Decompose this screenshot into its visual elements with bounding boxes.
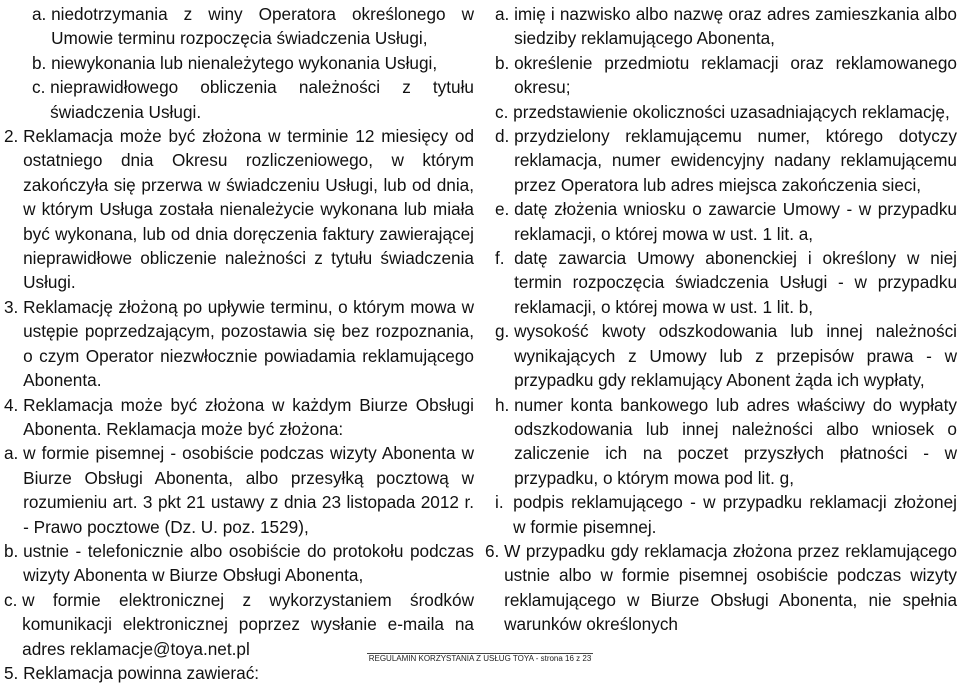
list-text: w formie elektronicznej z wykorzystaniem środków komunikacji elektronicznej poprzez wysłanie e-maila na adres reklamacje@toya.net.pl [22, 589, 474, 659]
right-column [485, 2, 957, 637]
paragraph-number: 2. [4, 126, 24, 147]
list-marker: b. [495, 52, 515, 73]
list-text: przydzielony reklamującemu numer, którego dotyczy reklamacja, numer ewidencyjny nadany reklamującemu przez Operatora lub adres miejsca zakończenia sieci, [514, 126, 957, 195]
list-text: w formie pisemnej - osobiście podczas wizyty Abonenta w Biurze Obsługi Abonenta, albo przesyłką pocztową w rozumieniu art. 3 pkt 21 ustawy z dnia 23 listopada 2012 r. - Prawo pocztowe (Dz. U. poz. 1529), [23, 443, 474, 537]
paragraph-6 [485, 539, 957, 637]
list-text: ustnie - telefonicznie albo osobiście do protokołu podczas wizyty Abonenta w Biurze Obsługi Abonenta, [23, 540, 474, 586]
list-item [495, 319, 957, 392]
list-text: wysokość kwoty odszkodowania lub innej należności wynikających z Umowy lub z przepisów prawa - w przypadku gdy reklamujący Abonent żąda ich wypłaty, [514, 321, 957, 391]
paragraph-2 [4, 124, 474, 295]
left-column [4, 2, 474, 685]
list-item [4, 539, 474, 588]
paragraph-number: 3. [4, 296, 24, 317]
list-marker: c. [4, 589, 23, 610]
list-item [32, 2, 474, 51]
list-item [495, 100, 957, 124]
list-item [32, 51, 474, 75]
list-item [495, 51, 957, 100]
list-marker: g. [495, 321, 515, 342]
paragraph-number: 5. [4, 662, 24, 683]
list-marker: d. [495, 126, 515, 147]
list-item [4, 588, 474, 661]
list-item [495, 197, 957, 246]
list-item [495, 490, 957, 539]
paragraph-text: W przypadku gdy reklamacja złożona przez reklamującego ustnie albo w formie pisemnej osobiście podczas wizyty reklamującego w Biurze Obsługi Abonenta, nie spełnia warunków określonych [504, 540, 957, 635]
list-text: datę zawarcia Umowy abonenckiej i określony w niej termin rozpoczęcia świadczenia Usługi - w przypadku reklamacji, o której mowa w ust. 1 lit. b, [514, 248, 957, 317]
list-text: podpis reklamującego - w przypadku reklamacji złożonej w formie pisemnej. [513, 492, 957, 537]
footer-text: REGULAMIN KORZYSTANIA Z USŁUG TOYA - strona 16 z 23 [368, 654, 592, 663]
list-marker: e. [495, 199, 515, 220]
list-item [32, 75, 474, 124]
list-marker: h. [495, 394, 515, 415]
list-text: określenie przedmiotu reklamacji oraz reklamowanego okresu; [514, 52, 957, 98]
list-text: niewykonania lub nienależytego wykonania Usługi, [51, 52, 438, 73]
list-text: niedotrzymania z winy Operatora określonego w Umowie terminu rozpoczęcia świadczenia Usługi, [51, 4, 474, 49]
list-text: imię i nazwisko albo nazwę oraz adres zamieszkania albo siedziby reklamującego Abonenta, [514, 4, 957, 49]
list-marker: b. [32, 52, 52, 73]
paragraph-text: Reklamacja może być złożona w każdym Biurze Obsługi Abonenta. Reklamacja może być złożona: [23, 394, 474, 439]
paragraph-4 [4, 393, 474, 442]
paragraph-text: Reklamację złożoną po upływie terminu, o którym mowa w ustępie poprzedzającym, pozostawia się bez rozpoznania, o czym Operator niezwłocznie powiadamia reklamującego Abonenta. [23, 296, 474, 391]
list-marker: c. [495, 101, 514, 122]
list-marker: c. [32, 77, 51, 98]
paragraph-number: 4. [4, 394, 24, 415]
page-footer [0, 654, 960, 664]
list-text: przedstawienie okoliczności uzasadniających reklamację, [513, 101, 950, 122]
list-marker: a. [495, 4, 515, 24]
list-item [4, 441, 474, 539]
paragraph-text: Reklamacja powinna zawierać: [23, 662, 260, 683]
list-text: nieprawidłowego obliczenia należności z tytułu świadczenia Usługi. [50, 77, 474, 122]
list-marker: b. [4, 540, 24, 561]
list-item [495, 246, 957, 319]
list-text: datę złożenia wniosku o zawarcie Umowy - w przypadku reklamacji, o której mowa w ust. 1 lit. a, [514, 199, 957, 244]
list-marker: a. [32, 4, 52, 24]
list-item [495, 124, 957, 197]
paragraph-number: 6. [485, 540, 505, 561]
list-item [495, 2, 957, 51]
list-text: numer konta bankowego lub adres właściwy do wypłaty odszkodowania lub innej należności albo wniosek o zaliczenie ich na poczet przyszłych płatności - w przypadku, o którym mowa pod lit. g, [514, 394, 957, 488]
list-marker: f. [495, 248, 515, 269]
list-marker: a. [4, 443, 24, 464]
paragraph-3 [4, 295, 474, 393]
list-item [495, 393, 957, 491]
list-marker: i. [495, 492, 514, 513]
paragraph-text: Reklamacja może być złożona w terminie 12 miesięcy od ostatniego dnia Okresu rozliczeniowego, w którym zakończyła się przerwa w świadczeniu Usługi, lub od dnia, w którym Usługa została nienależycie wykonana lub miała być wykonana, lub od dnia doręczenia faktury zawierającej nieprawidłowe obliczenie należności z tytułu świadczenia Usługi. [23, 126, 474, 293]
